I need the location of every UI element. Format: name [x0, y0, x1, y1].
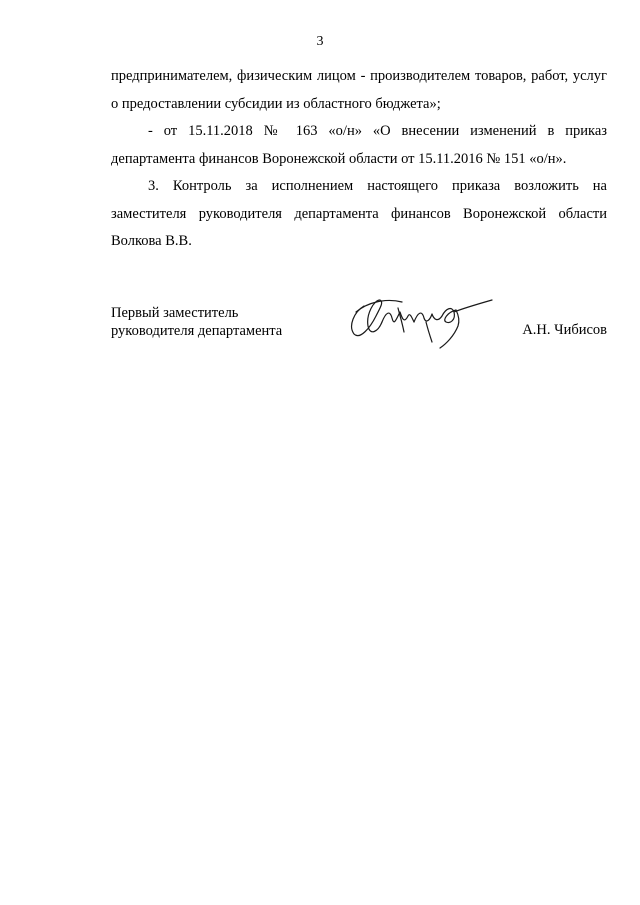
paragraph-3: 3. Контроль за исполнением настоящего приказа возложить на заместителя руководителя департамента финансов Воронежской области Волкова В.В.: [111, 178, 607, 249]
paragraph-1: предпринимателем, физическим лицом - производителем товаров, работ, услуг о предоставлении субсидии из областного бюджета»;: [111, 68, 607, 112]
signatory-position: [111, 304, 282, 340]
page-number: 3: [316, 34, 324, 49]
handwritten-signature-icon: [342, 292, 502, 354]
position-line-2: руководителя департамента: [111, 323, 283, 339]
document-body: [111, 63, 607, 256]
signer-name: А.Н. Чибисов: [522, 322, 607, 338]
position-line-1: Первый заместитель: [111, 305, 239, 321]
paragraph-2: - от 15.11.2018 № 163 «о/н» «О внесении изменений в приказ департамента финансов Воронежской области от 15.11.2016 № 151 «о/н».: [111, 123, 607, 167]
